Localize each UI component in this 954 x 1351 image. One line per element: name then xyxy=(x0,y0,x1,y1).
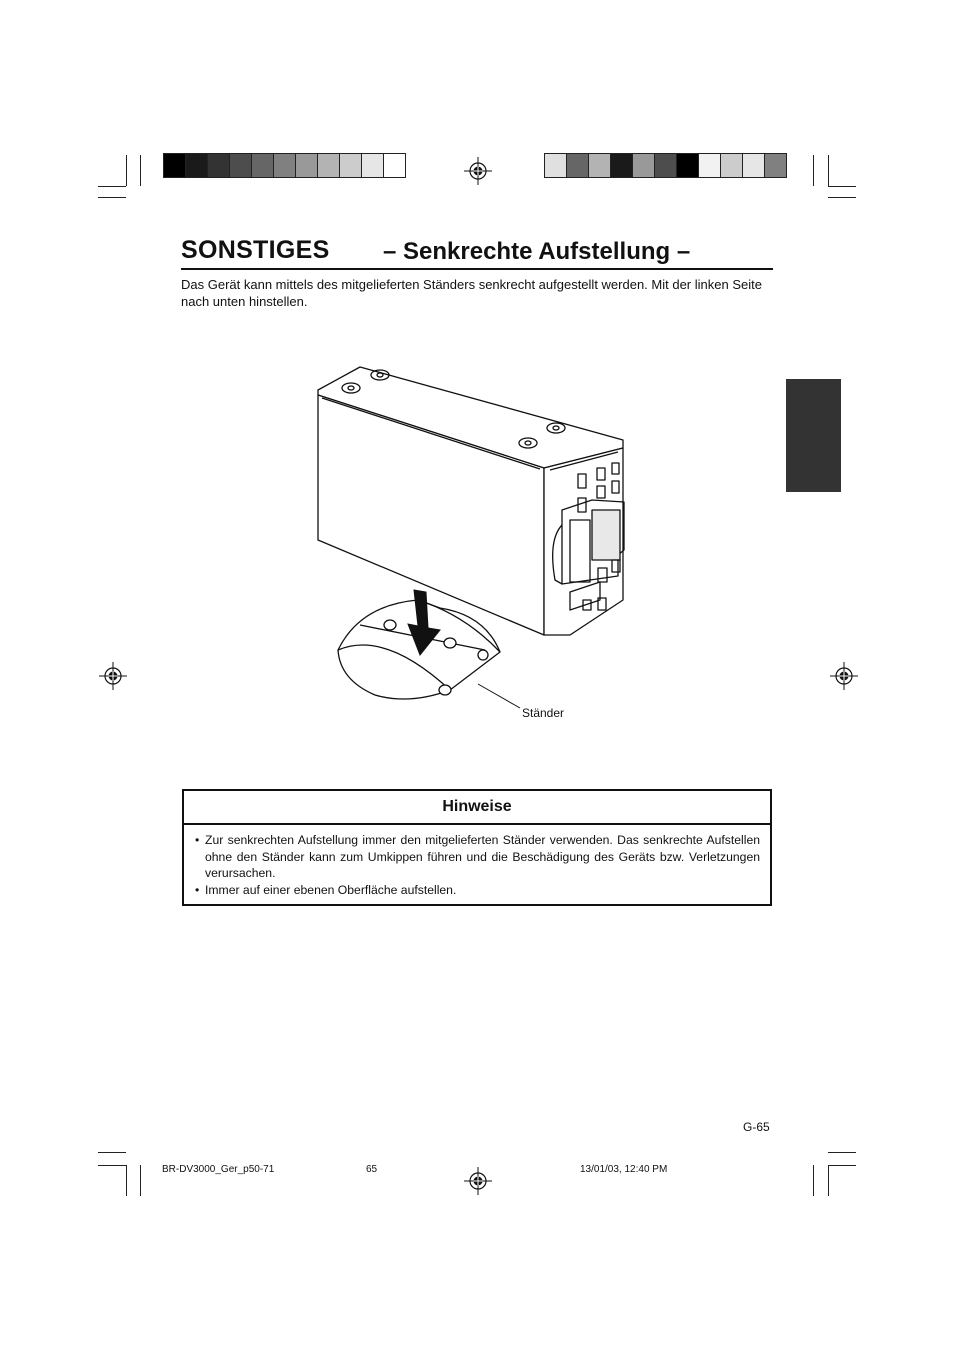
section-title: SONSTIGES xyxy=(181,236,330,264)
color-swatch xyxy=(567,154,589,177)
color-calibration-bar-left xyxy=(163,153,406,178)
registration-mark-icon xyxy=(464,1167,492,1195)
crop-mark xyxy=(126,155,127,186)
notes-title: Hinweise xyxy=(184,791,770,825)
stand-label: Ständer xyxy=(522,706,565,720)
crop-mark xyxy=(126,1165,127,1196)
color-swatch xyxy=(274,154,296,177)
crop-mark xyxy=(828,1165,856,1166)
registration-mark-icon xyxy=(99,662,127,690)
crop-mark xyxy=(813,155,814,186)
color-swatch xyxy=(589,154,611,177)
color-swatch xyxy=(699,154,721,177)
chapter-tab xyxy=(786,379,841,492)
crop-mark xyxy=(98,1152,126,1153)
crop-mark xyxy=(813,1165,814,1196)
color-swatch xyxy=(230,154,252,177)
color-swatch xyxy=(611,154,633,177)
color-swatch xyxy=(252,154,274,177)
crop-mark xyxy=(140,1165,141,1196)
color-swatch xyxy=(655,154,677,177)
page-title xyxy=(181,236,773,270)
color-swatch xyxy=(296,154,318,177)
notes-list xyxy=(184,825,770,898)
note-text: Immer auf einer ebenen Oberfläche aufstellen. xyxy=(205,882,457,897)
note-item xyxy=(195,882,760,899)
page-number: G-65 xyxy=(743,1120,770,1134)
color-swatch xyxy=(362,154,384,177)
color-swatch xyxy=(765,154,786,177)
color-swatch xyxy=(677,154,699,177)
crop-mark xyxy=(828,186,856,187)
intro-paragraph: Das Gerät kann mittels des mitgelieferten Ständers senkrecht aufgestellt werden. Mit der linken Seite nach unten hinstellen. xyxy=(181,277,762,309)
crop-mark xyxy=(828,155,829,186)
footer-file-name: BR-DV3000_Ger_p50-71 xyxy=(162,1164,275,1175)
crop-mark xyxy=(98,186,126,187)
note-item xyxy=(195,832,760,882)
registration-mark-icon xyxy=(830,662,858,690)
note-text: Zur senkrechten Aufstellung immer den mitgelieferten Ständer verwenden. Das senkrechte Aufstellen ohne den Ständer kann zum Umkippen führen und die Beschädigung des Geräts bzw. Verletzungen verursachen. xyxy=(205,833,760,880)
color-swatch xyxy=(208,154,230,177)
crop-mark xyxy=(828,197,856,198)
color-swatch xyxy=(340,154,362,177)
footer-timestamp: 13/01/03, 12:40 PM xyxy=(580,1164,668,1175)
section-subtitle: – Senkrechte Aufstellung – xyxy=(383,238,691,265)
crop-mark xyxy=(140,155,141,186)
registration-mark-icon xyxy=(464,157,492,185)
crop-mark xyxy=(98,1165,126,1166)
footer-sheet-number: 65 xyxy=(366,1164,378,1175)
color-swatch xyxy=(633,154,655,177)
crop-mark xyxy=(828,1165,829,1196)
crop-mark xyxy=(98,197,126,198)
bullet: • xyxy=(195,882,200,897)
device-stand-illustration xyxy=(300,350,640,730)
color-swatch xyxy=(384,154,405,177)
color-swatch xyxy=(318,154,340,177)
color-swatch xyxy=(721,154,743,177)
color-swatch xyxy=(186,154,208,177)
notes-box xyxy=(182,789,772,906)
color-swatch xyxy=(545,154,567,177)
color-calibration-bar-right xyxy=(544,153,787,178)
color-swatch xyxy=(743,154,765,177)
color-swatch xyxy=(164,154,186,177)
bullet: • xyxy=(195,833,200,847)
crop-mark xyxy=(828,1152,856,1153)
